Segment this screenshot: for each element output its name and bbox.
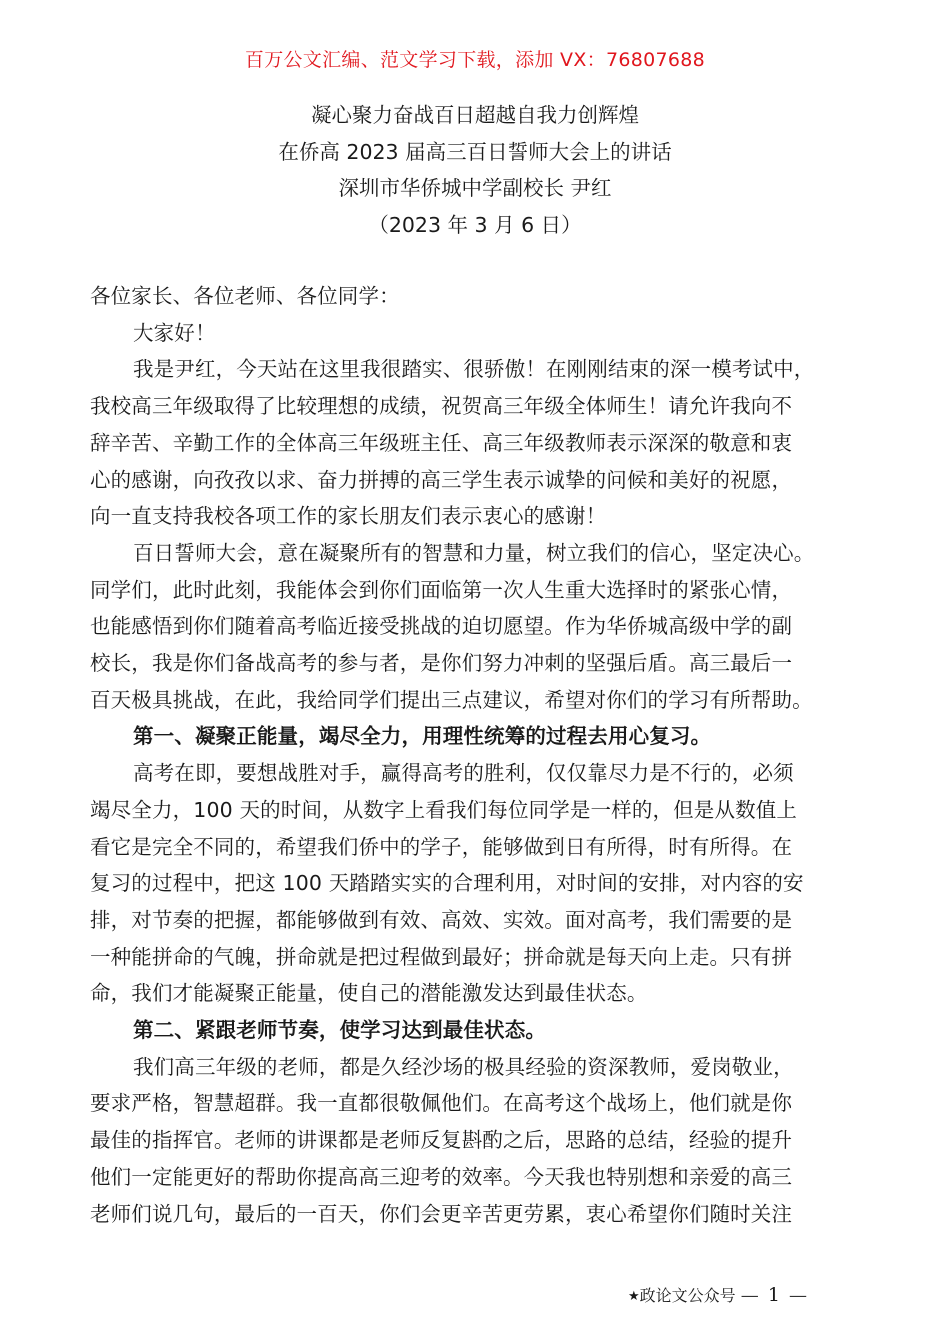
paragraph-line: 复习的过程中，把这 100 天踏踏实实的合理利用，对时间的安排，对内容的安 (90, 871, 804, 896)
footer-dash-right: — (789, 1285, 808, 1306)
section-heading-1: 第一、凝聚正能量，竭尽全力，用理性统筹的过程去用心复习。 (133, 724, 712, 749)
page-number: 1 (767, 1284, 780, 1306)
paragraph-line: 最佳的指挥官。老师的讲课都是老师反复斟酌之后，思路的总结，经验的提升 (90, 1128, 793, 1153)
footer-source: 政论文公众号 (639, 1286, 736, 1305)
paragraph-line: 向一直支持我校各项工作的家长朋友们表示衷心的感谢！ (90, 504, 607, 529)
paragraph-line: 百天极具挑战，在此，我给同学们提出三点建议，希望对你们的学习有所帮助。 (90, 687, 813, 712)
document-date: （2023 年 3 月 6 日） (368, 212, 582, 237)
paragraph-line: 校长，我是你们备战高考的参与者，是你们努力冲刺的坚强后盾。高三最后一 (90, 651, 793, 676)
document-author: 深圳市华侨城中学副校长 尹红 (338, 176, 612, 200)
paragraph-line: 看它是完全不同的，希望我们侨中的学子，能够做到日有所得，时有所得。在 (90, 834, 793, 859)
document-title: 凝心聚力奋战百日超越自我力创辉煌 (311, 103, 639, 127)
paragraph-line: 也能感悟到你们随着高考临近接受挑战的迫切愿望。作为华侨城高级中学的副 (90, 614, 793, 639)
paragraph-line: 要求严格，智慧超群。我一直都很敬佩他们。在高考这个战场上，他们就是你 (90, 1091, 793, 1116)
section-heading-2: 第二、紧跟老师节奏，使学习达到最佳状态。 (133, 1018, 546, 1043)
paragraph-line: 我校高三年级取得了比较理想的成绩，祝贺高三年级全体师生！请允许我向不 (90, 394, 793, 419)
paragraph-line: 排，对节奏的把握，都能够做到有效、高效、实效。面对高考，我们需要的是 (90, 907, 793, 932)
paragraph-line: 他们一定能更好的帮助你提高高三迎考的效率。今天我也特别想和亲爱的高三 (90, 1164, 793, 1189)
paragraph-line: 同学们，此时此刻，我能体会到你们面临第一次人生重大选择时的紧张心情， (90, 577, 793, 602)
title-block (0, 97, 950, 243)
paragraph-line: 百日誓师大会，意在凝聚所有的智慧和力量，树立我们的信心，坚定决心。 (133, 540, 815, 565)
greeting: 大家好！ (133, 320, 216, 345)
salutation: 各位家长、各位老师、各位同学： (90, 284, 400, 308)
star-icon: ★ (628, 1289, 640, 1304)
paragraph-line: 我们高三年级的老师，都是久经沙场的极具经验的资深教师，爱岗敬业， (133, 1054, 794, 1079)
page-footer (628, 1284, 807, 1308)
paragraph-line: 命，我们才能凝聚正能量，使自己的潜能激发达到最佳状态。 (90, 981, 648, 1006)
paragraph-line: 辞辛苦、辛勤工作的全体高三年级班主任、高三年级教师表示深深的敬意和衷 (90, 430, 793, 455)
speech-body (90, 278, 890, 1232)
paragraph-line: 高考在即，要想战胜对手，赢得高考的胜利，仅仅靠尽力是不行的，必须 (133, 761, 794, 786)
paragraph-line: 一种能拼命的气魄，拼命就是把过程做到最好；拼命就是每天向上走。只有拼 (90, 944, 793, 969)
footer-dash-left: — (740, 1285, 759, 1306)
paragraph-line: 我是尹红，今天站在这里我很踏实、很骄傲！在刚刚结束的深一模考试中， (133, 357, 815, 382)
document-subtitle: 在侨高 2023 届高三百日誓师大会上的讲话 (278, 139, 672, 164)
watermark-banner: 百万公文汇编、范文学习下载，添加 VX：76807688 (244, 49, 706, 71)
paragraph-line: 老师们说几句，最后的一百天，你们会更辛苦更劳累，衷心希望你们随时关注 (90, 1201, 793, 1226)
paragraph-line: 心的感谢，向孜孜以求、奋力拼搏的高三学生表示诚挚的问候和美好的祝愿， (90, 467, 793, 492)
paragraph-line: 竭尽全力，100 天的时间，从数字上看我们每位同学是一样的，但是从数值上 (90, 797, 798, 822)
